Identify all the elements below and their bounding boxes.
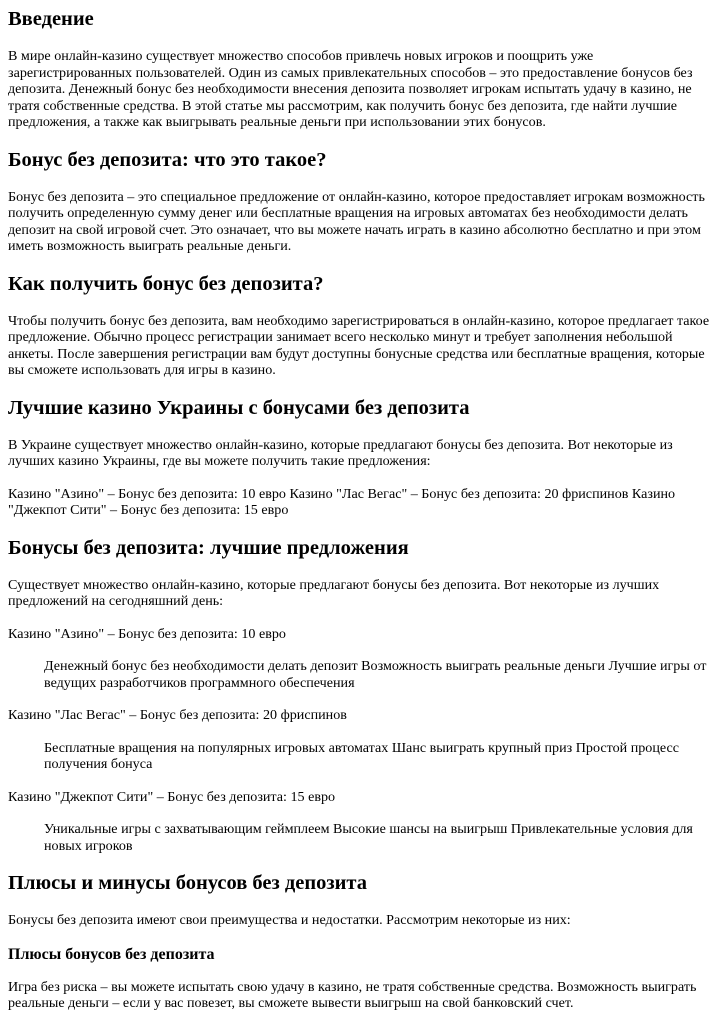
paragraph-how-to-get: Чтобы получить бонус без депозита, вам необходимо зарегистрироваться в онлайн-казино, которое предлагает такое предложение. Обычно процесс регистрации занимает всего несколько минут и требует заполнения небольшой анкеты. После завершения регистрации вам будут доступны бонусные средства или бесплатные вращения, которые вы сможете использовать для игры в казино. — [8, 312, 710, 378]
paragraph-what-is: Бонус без депозита – это специальное предложение от онлайн-казино, которое предоставляет игрокам возможность получить определенную сумму денег или бесплатные вращения на игровых автоматах без необходимости делать депозит на свой игровой счет. Это означает, что вы можете начать играть в казино абсолютно бесплатно и при этом иметь возможность выиграть реальные деньги. — [8, 188, 705, 254]
offer-title: Казино "Азино" – Бонус без депозита: 10 евро — [8, 625, 286, 642]
paragraph-best-offers: Существует множество онлайн-казино, которые предлагают бонусы без депозита. Вот некоторые из лучших предложений на сегодняшний день: — [8, 576, 660, 609]
section-how-to-get — [8, 271, 712, 379]
offer-details: Денежный бонус без необходимости делать депозит Возможность выиграть реальные деньги Лучшие игры от ведущих разработчиков программного обеспечения — [44, 658, 707, 691]
heading-pros-cons: Плюсы и минусы бонусов без депозита — [8, 872, 368, 894]
paragraph-intro: В мире онлайн-казино существует множество способов привлечь новых игроков и поощрить уже зарегистрированных пользователей. Один из самых привлекательных способов – это предоставление бонусов без депозита. Денежный бонус без необходимости внесения депозита позволяет игрокам испытать удачу в казино, не тратя собственные средства. В этой статье мы рассмотрим, как получить бонус без депозита, где найти лучшие предложения, а также как выигрывать реальные деньги при использовании этих бонусов. — [8, 48, 693, 130]
section-best-ukraine — [8, 395, 712, 519]
section-what-is — [8, 147, 712, 255]
heading-how-to-get: Как получить бонус без депозита? — [8, 272, 324, 295]
subheading-pros: Плюсы бонусов без депозита — [8, 945, 215, 963]
offer-details: Уникальные игры с захватывающим геймплеем Высокие шансы на выигрыш Привлекательные условия для новых игроков — [44, 821, 693, 854]
heading-best-offers: Бонусы без депозита: лучшие предложения — [8, 536, 409, 559]
offer-title: Казино "Лас Вегас" – Бонус без депозита: 20 фриспинов — [8, 707, 347, 723]
paragraph-pros: Игра без риска – вы можете испытать свою удачу в казино, не тратя собственные средства. Возможность выиграть реальные деньги – если у вас повезет, вы сможете вывести выигрыш на свой банковский счет. — [8, 978, 697, 1011]
paragraph-pros-cons: Бонусы без депозита имеют свои преимущества и недостатки. Рассмотрим некоторые из них: — [8, 912, 571, 928]
section-pros-cons — [8, 870, 712, 1012]
section-best-offers — [8, 535, 712, 855]
paragraph-best-ukraine: В Украине существует множество онлайн-казино, которые предлагают бонусы без депозита. Вот некоторые из лучших казино Украины, где вы можете получить такие предложения: — [8, 436, 673, 469]
heading-intro: Введение — [8, 8, 94, 30]
heading-best-ukraine: Лучшие казино Украины с бонусами без депозита — [8, 396, 470, 419]
section-intro — [8, 6, 712, 131]
offer-title: Казино "Джекпот Сити" – Бонус без депозита: 15 евро — [8, 788, 336, 805]
offer-details: Бесплатные вращения на популярных игровых автоматах Шанс выиграть крупный приз Простой процесс получения бонуса — [44, 739, 679, 772]
heading-what-is: Бонус без депозита: что это такое? — [8, 148, 327, 171]
casino-list-text: Казино "Азино" – Бонус без депозита: 10 евро Казино "Лас Вегас" – Бонус без депозита: 20 фриспинов Казино "Джекпот Сити" – Бонус без депозита: 15 евро — [8, 485, 676, 518]
